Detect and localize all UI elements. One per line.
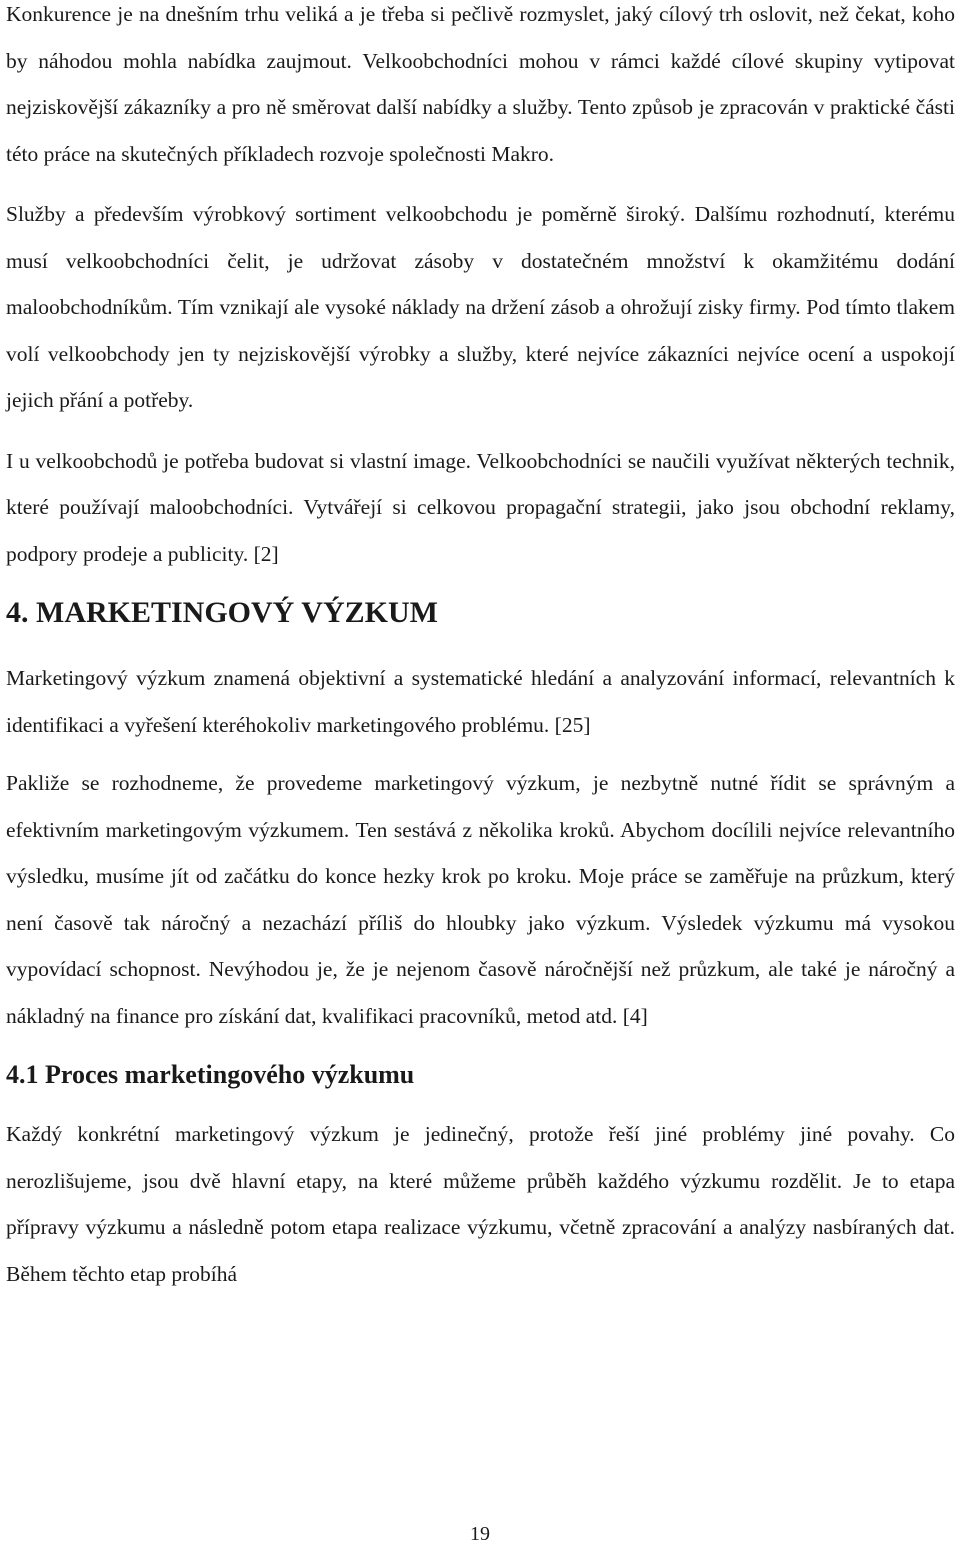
body-paragraph: I u velkoobchodů je potřeba budovat si vlastní image. Velkoobchodníci se naučili využívat některých technik, které používají maloobchodníci. Vytvářejí si celkovou propagační strategii, jako jsou obchodní reklamy, podpory prodeje a publicity. [2] xyxy=(6,448,955,566)
body-paragraph: Pakliže se rozhodneme, že provedeme marketingový výzkum, je nezbytně nutné řídit se správným a efektivním marketingovým výzkumem. Ten sestává z několika kroků. Abychom docílili nejvíce relevantního výsledku, musíme jít od začátku do konce hezky krok po kroku. Moje práce se zaměřuje na průzkum, který není časově tak náročný a nezachází příliš do hloubky jako výzkum. Výsledek výzkumu má vysokou vypovídací schopnost. Nevýhodou je, že je nejenom časově náročnější než průzkum, ale také je náročný a nákladný na finance pro získání dat, kvalifikaci pracovníků, metod atd. [4] xyxy=(6,771,955,1028)
document-page xyxy=(6,0,955,1297)
body-paragraph: Služby a především výrobkový sortiment velkoobchodu je poměrně široký. Dalšímu rozhodnutí, kterému musí velkoobchodníci čelit, je udržovat zásoby v dostatečném množství k okamžitému dodání maloobchodníkům. Tím vznikají ale vysoké náklady na držení zásob a ohrožují zisky firmy. Pod tímto tlakem volí velkoobchody jen ty nejziskovější výrobky a služby, které nejvíce zákazníci nejvíce ocení a uspokojí jejich přání a potřeby. xyxy=(6,202,955,412)
body-paragraph: Konkurence je na dnešním trhu veliká a je třeba si pečlivě rozmyslet, jaký cílový trh oslovit, než čekat, koho by náhodou mohla nabídka zaujmout. Velkoobchodníci mohou v rámci každé cílové skupiny vytipovat nejziskovější zákazníky a pro ně směrovat další nabídky a služby. Tento způsob je zpracován v praktické části této práce na skutečných příkladech rozvoje společnosti Makro. xyxy=(6,2,955,166)
body-paragraph: Marketingový výzkum znamená objektivní a systematické hledání a analyzování informací, relevantních k identifikaci a vyřešení kteréhokoliv marketingového problému. [25] xyxy=(6,666,955,737)
section-heading: 4.1 Proces marketingového výzkumu xyxy=(6,1060,415,1089)
chapter-heading: 4. MARKETINGOVÝ VÝZKUM xyxy=(6,596,438,629)
page-number: 19 xyxy=(470,1523,490,1545)
body-paragraph: Každý konkrétní marketingový výzkum je jedinečný, protože řeší jiné problémy jiné povahy. Co nerozlišujeme, jsou dvě hlavní etapy, na které můžeme průběh každého výzkumu rozdělit. Je to etapa přípravy výzkumu a následně potom etapa realizace výzkumu, včetně zpracování a analýzy nasbíraných dat. Během těchto etap probíhá xyxy=(6,1122,955,1286)
